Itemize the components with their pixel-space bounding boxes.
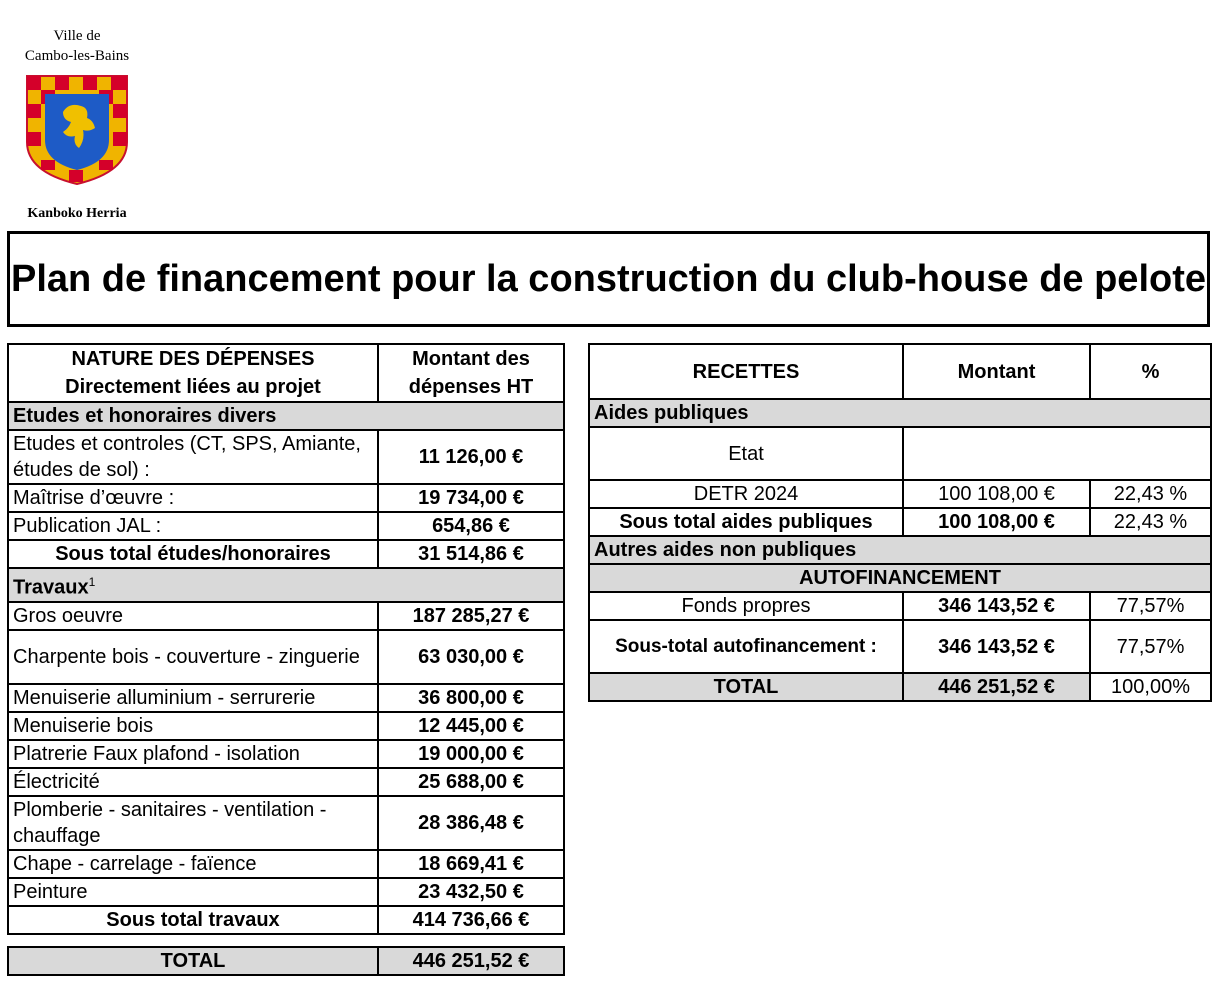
row-amount: 100 108,00 € bbox=[903, 480, 1090, 508]
row-amount: 19 000,00 € bbox=[378, 740, 564, 768]
city-motto: Kanboko Herria bbox=[27, 206, 127, 221]
table-row bbox=[589, 592, 1211, 620]
table-row bbox=[8, 740, 564, 768]
row-amount: 19 734,00 € bbox=[378, 484, 564, 512]
row-label: Charpente bois - couverture - zinguerie bbox=[8, 630, 378, 684]
row-pct: 77,57% bbox=[1090, 592, 1211, 620]
expenses-section-studies bbox=[8, 402, 564, 430]
subtotal-amount: 414 736,66 € bbox=[378, 906, 564, 934]
table-row bbox=[8, 878, 564, 906]
row-label: Menuiserie bois bbox=[8, 712, 378, 740]
section-label bbox=[8, 568, 564, 602]
row-label: Peinture bbox=[8, 878, 378, 906]
section-label-text: Travaux bbox=[13, 576, 89, 599]
row-amount bbox=[903, 427, 1211, 480]
subtotal-amount: 31 514,86 € bbox=[378, 540, 564, 568]
table-row bbox=[8, 712, 564, 740]
table-row bbox=[8, 796, 564, 850]
revenues-section-private bbox=[589, 536, 1211, 564]
total-amount: 446 251,52 € bbox=[378, 947, 564, 975]
subtotal-label: Sous total travaux bbox=[8, 906, 378, 934]
revenues-header-amount: Montant bbox=[903, 344, 1090, 399]
row-amount: 63 030,00 € bbox=[378, 630, 564, 684]
expenses-header-row bbox=[8, 344, 564, 402]
row-label: Fonds propres bbox=[589, 592, 903, 620]
total-label: TOTAL bbox=[589, 673, 903, 701]
row-amount: 36 800,00 € bbox=[378, 684, 564, 712]
expenses-total-table bbox=[7, 946, 565, 976]
row-label: Maîtrise d’œuvre : bbox=[8, 484, 378, 512]
revenues-header-label: RECETTES bbox=[589, 344, 903, 399]
table-row bbox=[8, 850, 564, 878]
row-label: Platrerie Faux plafond - isolation bbox=[8, 740, 378, 768]
revenues-section-self bbox=[589, 564, 1211, 592]
revenues-total-row bbox=[589, 673, 1211, 701]
expenses-header-nature: NATURE DES DÉPENSES Directement liées au projet bbox=[8, 344, 378, 402]
table-row bbox=[8, 484, 564, 512]
row-amount: 18 669,41 € bbox=[378, 850, 564, 878]
expenses-section-works bbox=[8, 568, 564, 602]
row-amount: 346 143,52 € bbox=[903, 592, 1090, 620]
row-amount: 654,86 € bbox=[378, 512, 564, 540]
table-row bbox=[8, 602, 564, 630]
row-label: Etat bbox=[589, 427, 903, 480]
row-label: DETR 2024 bbox=[589, 480, 903, 508]
row-label: Publication JAL : bbox=[8, 512, 378, 540]
row-label: Chape - carrelage - faïence bbox=[8, 850, 378, 878]
table-row bbox=[8, 684, 564, 712]
revenues-header-row bbox=[589, 344, 1211, 399]
row-label: Gros oeuvre bbox=[8, 602, 378, 630]
table-row bbox=[589, 427, 1211, 480]
subtotal-public-row bbox=[589, 508, 1211, 536]
table-row bbox=[8, 768, 564, 796]
subtotal-studies-row bbox=[8, 540, 564, 568]
page-title: Plan de financement pour la construction du club-house de pelote bbox=[10, 258, 1206, 300]
revenues-table bbox=[588, 343, 1212, 702]
logo-line-2: Cambo-les-Bains bbox=[24, 48, 130, 64]
coat-of-arms-icon bbox=[23, 72, 131, 188]
subtotal-amount: 100 108,00 € bbox=[903, 508, 1090, 536]
subtotal-label: Sous total aides publiques bbox=[589, 508, 903, 536]
expenses-total-row bbox=[8, 947, 564, 975]
section-label: Autres aides non publiques bbox=[589, 536, 1211, 564]
footnote-marker: 1 bbox=[88, 575, 96, 589]
row-label: Plomberie - sanitaires - ventilation - chauffage bbox=[8, 796, 378, 850]
expenses-header-amount: Montant des dépenses HT bbox=[378, 344, 564, 402]
subtotal-works-row bbox=[8, 906, 564, 934]
table-row bbox=[8, 512, 564, 540]
expenses-table bbox=[7, 343, 565, 935]
subtotal-amount: 346 143,52 € bbox=[903, 620, 1090, 673]
subtotal-pct: 22,43 % bbox=[1090, 508, 1211, 536]
total-amount: 446 251,52 € bbox=[903, 673, 1090, 701]
row-label: Menuiserie alluminium - serrurerie bbox=[8, 684, 378, 712]
total-pct: 100,00% bbox=[1090, 673, 1211, 701]
table-row bbox=[589, 480, 1211, 508]
total-label: TOTAL bbox=[8, 947, 378, 975]
row-amount: 25 688,00 € bbox=[378, 768, 564, 796]
subtotal-label: Sous-total autofinancement : bbox=[589, 620, 903, 673]
table-row bbox=[8, 430, 564, 484]
row-amount: 11 126,00 € bbox=[378, 430, 564, 484]
title-box bbox=[7, 231, 1210, 327]
row-amount: 23 432,50 € bbox=[378, 878, 564, 906]
section-label: Etudes et honoraires divers bbox=[8, 402, 564, 430]
logo-line-1: Ville de bbox=[53, 28, 101, 44]
row-amount: 12 445,00 € bbox=[378, 712, 564, 740]
row-amount: 28 386,48 € bbox=[378, 796, 564, 850]
subtotal-label: Sous total études/honoraires bbox=[8, 540, 378, 568]
row-label: Électricité bbox=[8, 768, 378, 796]
row-label: Etudes et controles (CT, SPS, Amiante, études de sol) : bbox=[8, 430, 378, 484]
row-amount: 187 285,27 € bbox=[378, 602, 564, 630]
section-label: AUTOFINANCEMENT bbox=[589, 564, 1211, 592]
section-label: Aides publiques bbox=[589, 399, 1211, 427]
table-row bbox=[8, 630, 564, 684]
subtotal-pct: 77,57% bbox=[1090, 620, 1211, 673]
row-pct: 22,43 % bbox=[1090, 480, 1211, 508]
revenues-header-pct: % bbox=[1090, 344, 1211, 399]
revenues-section-public bbox=[589, 399, 1211, 427]
city-logo bbox=[6, 26, 148, 188]
subtotal-auto-row bbox=[589, 620, 1211, 673]
